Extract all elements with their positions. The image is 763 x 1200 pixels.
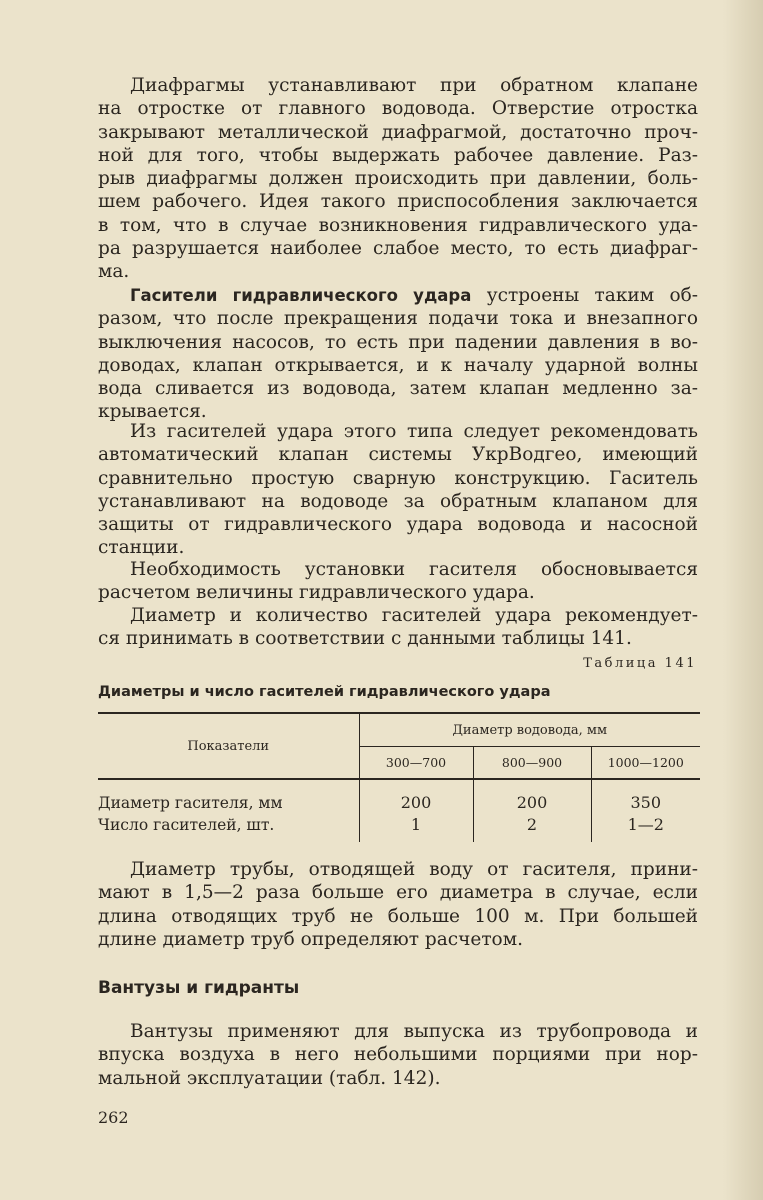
section-heading: Вантузы и гидранты [98,978,300,998]
cell-value: 1—2 [627,815,664,834]
paragraph-air-valves [98,1020,698,1090]
cell-value: 350 [630,793,662,812]
paragraph-recommendation [98,420,698,560]
table-cell [591,779,700,842]
column-header: 300—700 [359,747,473,780]
text-line: мальной эксплуатации (табл. 142). [98,1067,441,1089]
text-line: выключения насосов, то есть при падении давления в во- [98,331,698,353]
text-line: разом, что после прекращения подачи тока и внезапного [98,308,698,330]
text-line: рыв диафрагмы должен происходить при давлении, боль- [98,168,698,190]
text-line: Диафрагмы устанавливают при обратном клапане [130,75,698,96]
text-line: в том, что в случае возникновения гидравлического уда- [98,214,698,236]
text-line: автоматический клапан системы УкрВодгео, имеющий [98,444,698,466]
text-line: Диаметр трубы, отводящей воду от гасителя, прини- [130,859,698,880]
text-line: крывается. [98,401,207,423]
text-line: ра разрушается наиболее слабое место, то есть диафраг- [98,238,698,260]
table-title: Диаметры и число гасителей гидравлического удара [98,684,551,700]
text-line: защиты от гидравлического удара водовода и насосной [98,514,698,536]
table-cell [359,779,473,842]
table-number-caption: Таблица 141 [583,656,697,671]
text-line: сравнительно простую сварную конструкцию. Гаситель [98,467,698,489]
text-line: Из гасителей удара этого типа следует рекомендовать [130,421,698,442]
cell-value: 200 [516,793,548,812]
table-row [98,779,700,842]
page-edge-shadow [723,0,763,1200]
text-line: Необходимость установки гасителя обосновывается [130,559,698,580]
text-line: устанавливают на водоводе за обратным клапаном для [98,490,698,512]
text-line: мают в 1,5—2 раза больше его диаметра в случае, если [98,882,698,904]
text-line: доводах, клапан открывается, и к началу ударной волны [98,354,698,376]
text-line: длина отводящих труб не больше 100 м. При большей [98,905,698,927]
text-fragment: устроены таким об- [471,285,699,306]
cell-value: 1 [410,815,422,834]
text-line: ся принимать в соответствии с данными таблицы 141. [98,628,632,650]
column-group-header: Диаметр водовода, мм [359,713,700,747]
text-line: длине диаметр труб определяют расчетом. [98,928,523,950]
column-header: 800—900 [473,747,591,780]
row-labels [98,779,359,842]
paragraph-table-reference [98,604,698,651]
paragraph-pipe-diameter [98,858,698,951]
page-number: 262 [98,1108,129,1127]
column-header: 1000—1200 [591,747,700,780]
text-line: шем рабочего. Идея такого приспособления заключается [98,191,698,213]
term-shock-absorbers: Гасители гидравлического удара [130,286,472,305]
text-line: впуска воздуха в него небольшими порциями при нор- [98,1044,698,1066]
text-line: расчетом величины гидравлического удара. [98,582,535,604]
data-table [98,712,700,842]
text-line: станции. [98,537,185,559]
text-line: Вантузы применяют для выпуска из трубопровода и [130,1021,698,1042]
text-line: Диаметр и количество гасителей удара рекомендует- [130,605,698,626]
text-line: ной для того, чтобы выдержать рабочее давление. Раз- [98,144,698,166]
text-line: закрывают металлической диафрагмой, достаточно проч- [98,121,698,143]
row-label: Число гасителей, шт. [98,816,275,834]
paragraph-necessity [98,558,698,605]
paragraph-diaphragms [98,74,698,284]
text-line: вода сливается из водовода, затем клапан медленно за- [98,378,698,400]
cell-value: 200 [400,793,432,812]
table-header-row [98,713,700,747]
cell-value: 2 [526,815,538,834]
column-header-indicators: Показатели [187,738,270,754]
text-line: ма. [98,261,130,283]
paragraph-shock-absorbers [98,284,698,424]
text-line [98,284,698,307]
table-cell [473,779,591,842]
row-label: Диаметр гасителя, мм [98,794,283,812]
text-line: на отростке от главного водовода. Отверстие отростка [98,98,698,120]
